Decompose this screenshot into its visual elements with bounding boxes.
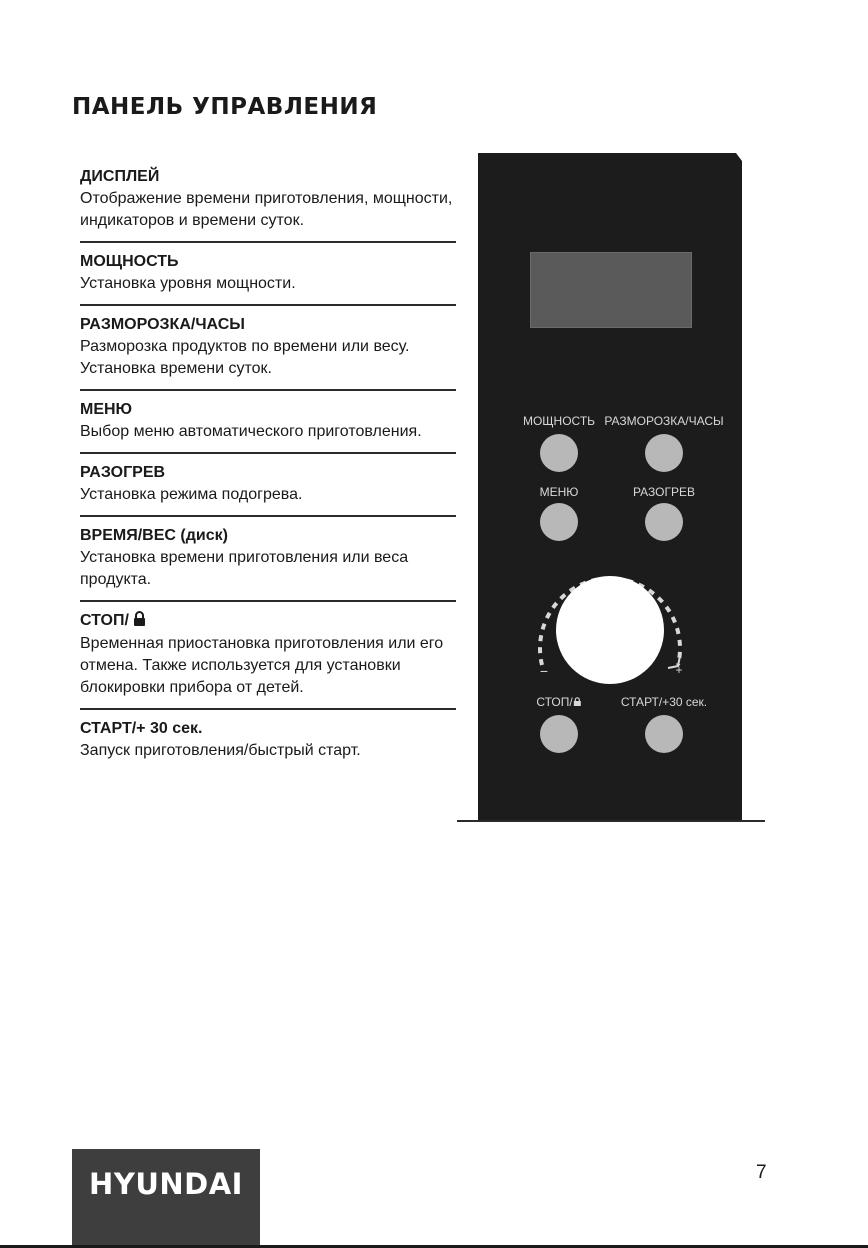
defrost-button[interactable]	[645, 434, 683, 472]
item-text: Отображение времени приготовления, мощности, индикаторов и времени суток.	[80, 190, 453, 229]
item-title: ВРЕМЯ/ВЕС (диск)	[80, 527, 228, 544]
description-list	[80, 166, 456, 779]
start-button[interactable]	[645, 715, 683, 753]
desc-item-dial	[80, 525, 456, 602]
desc-item-reheat	[80, 462, 456, 517]
item-text: Установка уровня мощности.	[80, 275, 296, 292]
item-text: Временная приостановка приготовления или его отмена. Также используется для установки блокировки прибора от детей.	[80, 635, 444, 696]
item-title	[80, 610, 456, 633]
stop-label	[536, 695, 581, 709]
item-text: Выбор меню автоматического приготовления.	[80, 423, 422, 440]
desc-item-stop	[80, 610, 456, 710]
item-text: Разморозка продуктов по времени или весу. Установка времени суток.	[80, 338, 410, 377]
item-title: РАЗОГРЕВ	[80, 464, 166, 481]
figure-baseline	[457, 820, 765, 822]
time-weight-dial[interactable]	[510, 540, 710, 690]
page-number: 7	[756, 1162, 767, 1183]
desc-item-display	[80, 166, 456, 243]
defrost-label: РАЗМОРОЗКА/ЧАСЫ	[604, 414, 724, 428]
desc-item-start	[80, 718, 456, 771]
menu-label: МЕНЮ	[539, 485, 579, 499]
power-button[interactable]	[540, 434, 578, 472]
stop-button[interactable]	[540, 715, 578, 753]
reheat-label: РАЗОГРЕВ	[632, 485, 696, 499]
desc-item-menu	[80, 399, 456, 454]
dial-minus: −	[539, 663, 549, 679]
power-label: МОЩНОСТЬ	[522, 414, 596, 428]
page-title: ПАНЕЛЬ УПРАВЛЕНИЯ	[72, 94, 378, 120]
item-title: МЕНЮ	[80, 401, 133, 418]
start-label: СТАРТ/+30 сек.	[620, 695, 708, 709]
brand-logo	[72, 1149, 260, 1248]
menu-button[interactable]	[540, 503, 578, 541]
lock-icon	[133, 611, 146, 633]
dial-knob[interactable]	[556, 576, 664, 684]
stop-label-text: СТОП/	[536, 695, 573, 709]
dial-plus: +	[675, 663, 683, 677]
item-title: МОЩНОСТЬ	[80, 253, 179, 270]
item-title: РАЗМОРОЗКА/ЧАСЫ	[80, 316, 245, 333]
item-title: ДИСПЛЕЙ	[80, 168, 160, 185]
display-screen	[530, 252, 692, 328]
desc-item-power	[80, 251, 456, 306]
item-title: СТАРТ/+ 30 сек.	[80, 720, 203, 737]
item-text: Запуск приготовления/быстрый старт.	[80, 742, 361, 759]
item-title-text: СТОП/	[80, 612, 129, 629]
item-text: Установка режима подогрева.	[80, 486, 303, 503]
item-text: Установка времени приготовления или веса продукта.	[80, 549, 409, 588]
desc-item-defrost	[80, 314, 456, 391]
brand-text: HYUNDAI	[89, 1167, 243, 1201]
lock-icon	[574, 697, 582, 706]
reheat-button[interactable]	[645, 503, 683, 541]
